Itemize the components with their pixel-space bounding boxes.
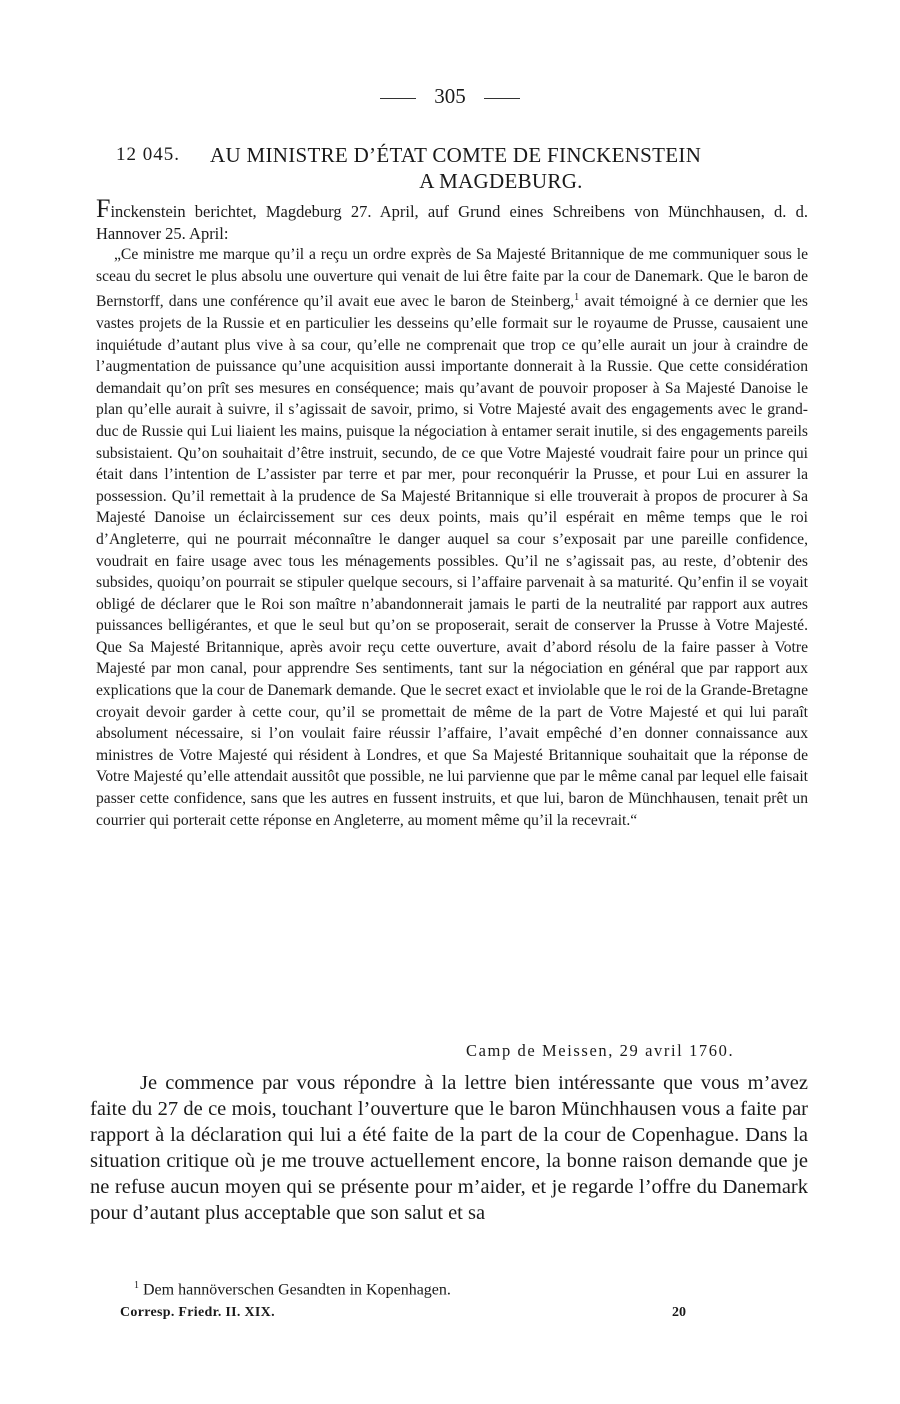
letter-body: [90, 1070, 808, 1226]
header-dash-left: [380, 98, 416, 99]
intro-text: inckenstein berichtet, Magdeburg 27. April, auf Grund eines Schreibens von Münchhausen, d. d. Hannover 25. April:: [96, 202, 808, 243]
footer-signature: Corresp. Friedr. II. XIX.: [120, 1305, 275, 1320]
footnote: [134, 1280, 451, 1299]
quoted-report: [96, 244, 808, 831]
quote-text-2: avait témoigné à ce dernier que les vastes projets de la Russie et en particulier les desseins qu’elle formait sur le royaume de Prusse, causaient une inquiétude d’autant plus vive à sa cour, qu’elle ne comprenait que trop ce qu’elle aurait un jour à craindre de l’augmentation de puissance qu’une acquisition aussi importante donnerait à la Russie. Que cette considération demandait qu’on prît ses mesures en conséquence; mais qu’avant de pouvoir proposer à Sa Majesté Danoise le plan qu’elle aurait à suivre, il s’agissait de savoir, primo, si Votre Majesté avait des engagements avec le grand-duc de Russie qui Lui liaient les mains, puisque la négociation à entamer serait inutile, si des engagements pareils subsistaient. Qu’on souhaitait d’être instruit, secundo, de ce que Votre Majesté voudrait faire pour un prince qui était dans l’intention de L’assister par terre et par mer, pour reconquérir la Prusse, et pour Lui en assurer la possession. Qu’il remettait à la prudence de Sa Majesté Britannique si elle trouverait à propos de procurer à Sa Majesté Danoise un éclaircissement sur ces deux points, mais qu’il espérait en même temps que le roi d’Angleterre, qui ne pourrait méconnaître le danger auquel sa cour s’exposait par une pareille confidence, voudrait en faire usage avec tous les ménagements possibles. Qu’il ne s’agissait pas, au reste, d’obtenir des subsides, quoiqu’on pourrait se stipuler quelque secours, si l’affaire parvenait à sa maturité. Qu’enfin il se voyait obligé de déclarer que le Roi son maître n’abandonnerait jamais le parti de la neutralité par rapport aux autres puissances belligérantes, et que le seul but qu’on se proposerait, serait de conserver la Prusse à Votre Majesté. Que Sa Majesté Britannique, après avoir reçu cette ouverture, avait d’abord résolu de la faire passer à Votre Majesté par mon canal, pour apprendre Ses sentiments, tant sur la négociation en général que par rapport aux explications que la cour de Danemark demande. Que le secret exact et inviolable que le roi de la Grande-Bretagne croyait devoir garder à cette cour, qu’il se promettait de même de la part de Votre Majesté et qui lui paraît absolument nécessaire, si l’on voulait faire réussir l’affaire, l’avait empêché d’en donner connaissance aux ministres de Votre Majesté qui résident à Londres, et que Sa Majesté Britannique souhaitait que la réponse de Votre Majesté qu’elle attendait aussitôt que possible, ne lui parvienne que par le même canal par lequel elle faisait passer cette confidence, sans que les autres en fussent instruits, et que lui, baron de Münchhausen, tenait prêt un courrier qui porterait cette réponse en Angleterre, au moment même qu’il la recevrait.“: [96, 293, 808, 829]
title-line-2: A MAGDEBURG.: [419, 169, 583, 193]
header-dash-right: [484, 98, 520, 99]
intro-paragraph: [96, 194, 808, 245]
letter-paragraph: Je commence par vous répondre à la lettre bien intéressante que vous m’avez faite du 27 de ce mois, touchant l’ouverture que le baron Münchhausen vous a faite par rapport à la déclaration qui lui a été faite de la part de la cour de Copenhague. Dans la situation critique où je me trouve actuellement encore, la bonne raison demande que je ne refuse aucun moyen qui se présente pour m’aider, et je regarde l’offre du Danemark pour d’autant plus acceptable que son salut et sa: [90, 1072, 808, 1224]
footnote-text: Dem hannöverschen Gesandten in Kopenhagen.: [143, 1281, 451, 1299]
quote-text-1: „Ce ministre me marque qu’il a reçu un ordre exprès de Sa Majesté Britannique de me communiquer sous le sceau du secret le plus absolu une ouverture qui venait de lui être faite par la cour de Danemark. Que le baron de Bernstorff, dans une conférence qu’il avait eue avec le baron de Steinberg,: [96, 246, 808, 311]
quote-paragraph: [96, 244, 808, 831]
page-header: [0, 84, 900, 109]
intro-initial: F: [96, 194, 111, 223]
page-number: 305: [434, 84, 466, 108]
footnote-reference[interactable]: 1: [574, 292, 580, 304]
letter-number: 12 045.: [116, 144, 180, 165]
place-date: Camp de Meissen, 29 avril 1760.: [466, 1041, 735, 1060]
footer-sheet-number: 20: [672, 1305, 686, 1320]
title-line-1: AU MINISTRE D’ÉTAT COMTE DE FINCKENSTEIN: [210, 143, 702, 167]
footnote-mark: 1: [134, 1280, 139, 1291]
